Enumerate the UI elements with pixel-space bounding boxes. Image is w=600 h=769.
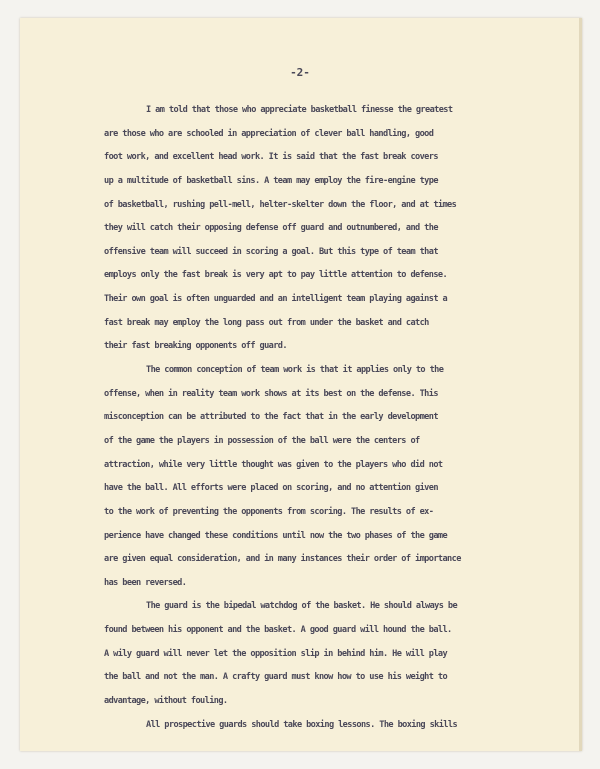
- typed-body-text: [104, 99, 564, 737]
- text-line: found between his opponent and the basket. A good guard will hound the ball.: [104, 625, 452, 636]
- text-line: A wily guard will never let the opposition slip in behind him. He will play: [104, 648, 448, 659]
- text-line: offense, when in reality team work shows at its best on the defense. This: [104, 388, 438, 399]
- page-number: -2-: [290, 66, 310, 79]
- text-line: The guard is the bipedal watchdog of the basket. He should always be: [146, 601, 458, 612]
- text-line: employs only the fast break is very apt to pay little attention to defense.: [104, 270, 448, 281]
- text-line: up a multitude of basketball sins. A team may employ the fire-engine type: [104, 175, 438, 186]
- text-line: of the game the players in possession of the ball were the centers of: [104, 435, 420, 446]
- text-line: are given equal consideration, and in many instances their order of importance: [104, 554, 461, 565]
- text-line: of basketball, rushing pell-mell, helter-skelter down the floor, and at times: [104, 199, 457, 210]
- text-line: perience have changed these conditions until now the two phases of the game: [104, 530, 448, 541]
- text-line: The common conception of team work is that it applies only to the: [146, 365, 444, 376]
- text-line: All prospective guards should take boxing lessons. The boxing skills: [146, 719, 458, 730]
- text-line: to the work of preventing the opponents from scoring. The results of ex-: [104, 506, 434, 517]
- text-line: offensive team will succeed in scoring a goal. But this type of team that: [104, 246, 438, 257]
- text-line: have the ball. All efforts were placed on scoring, and no attention given: [104, 483, 438, 494]
- text-line: are those who are schooled in appreciation of clever ball handling, good: [104, 128, 434, 139]
- text-line: their fast breaking opponents off guard.: [104, 341, 287, 352]
- text-line: advantage, without fouling.: [104, 696, 228, 707]
- text-line: Their own goal is often unguarded and an intelligent team playing against a: [104, 294, 448, 305]
- text-line: misconception can be attributed to the fact that in the early development: [104, 412, 438, 423]
- text-line: attraction, while very little thought was given to the players who did not: [104, 459, 443, 470]
- text-line: I am told that those who appreciate basketball finesse the greatest: [146, 105, 453, 115]
- text-line: has been reversed.: [104, 577, 187, 588]
- text-line: the ball and not the man. A crafty guard must know how to use his weight to: [104, 672, 448, 683]
- text-line: foot work, and excellent head work. It is said that the fast break covers: [104, 152, 438, 163]
- text-line: fast break may employ the long pass out from under the basket and catch: [104, 317, 429, 328]
- text-line: they will catch their opposing defense off guard and outnumbered, and the: [104, 223, 438, 234]
